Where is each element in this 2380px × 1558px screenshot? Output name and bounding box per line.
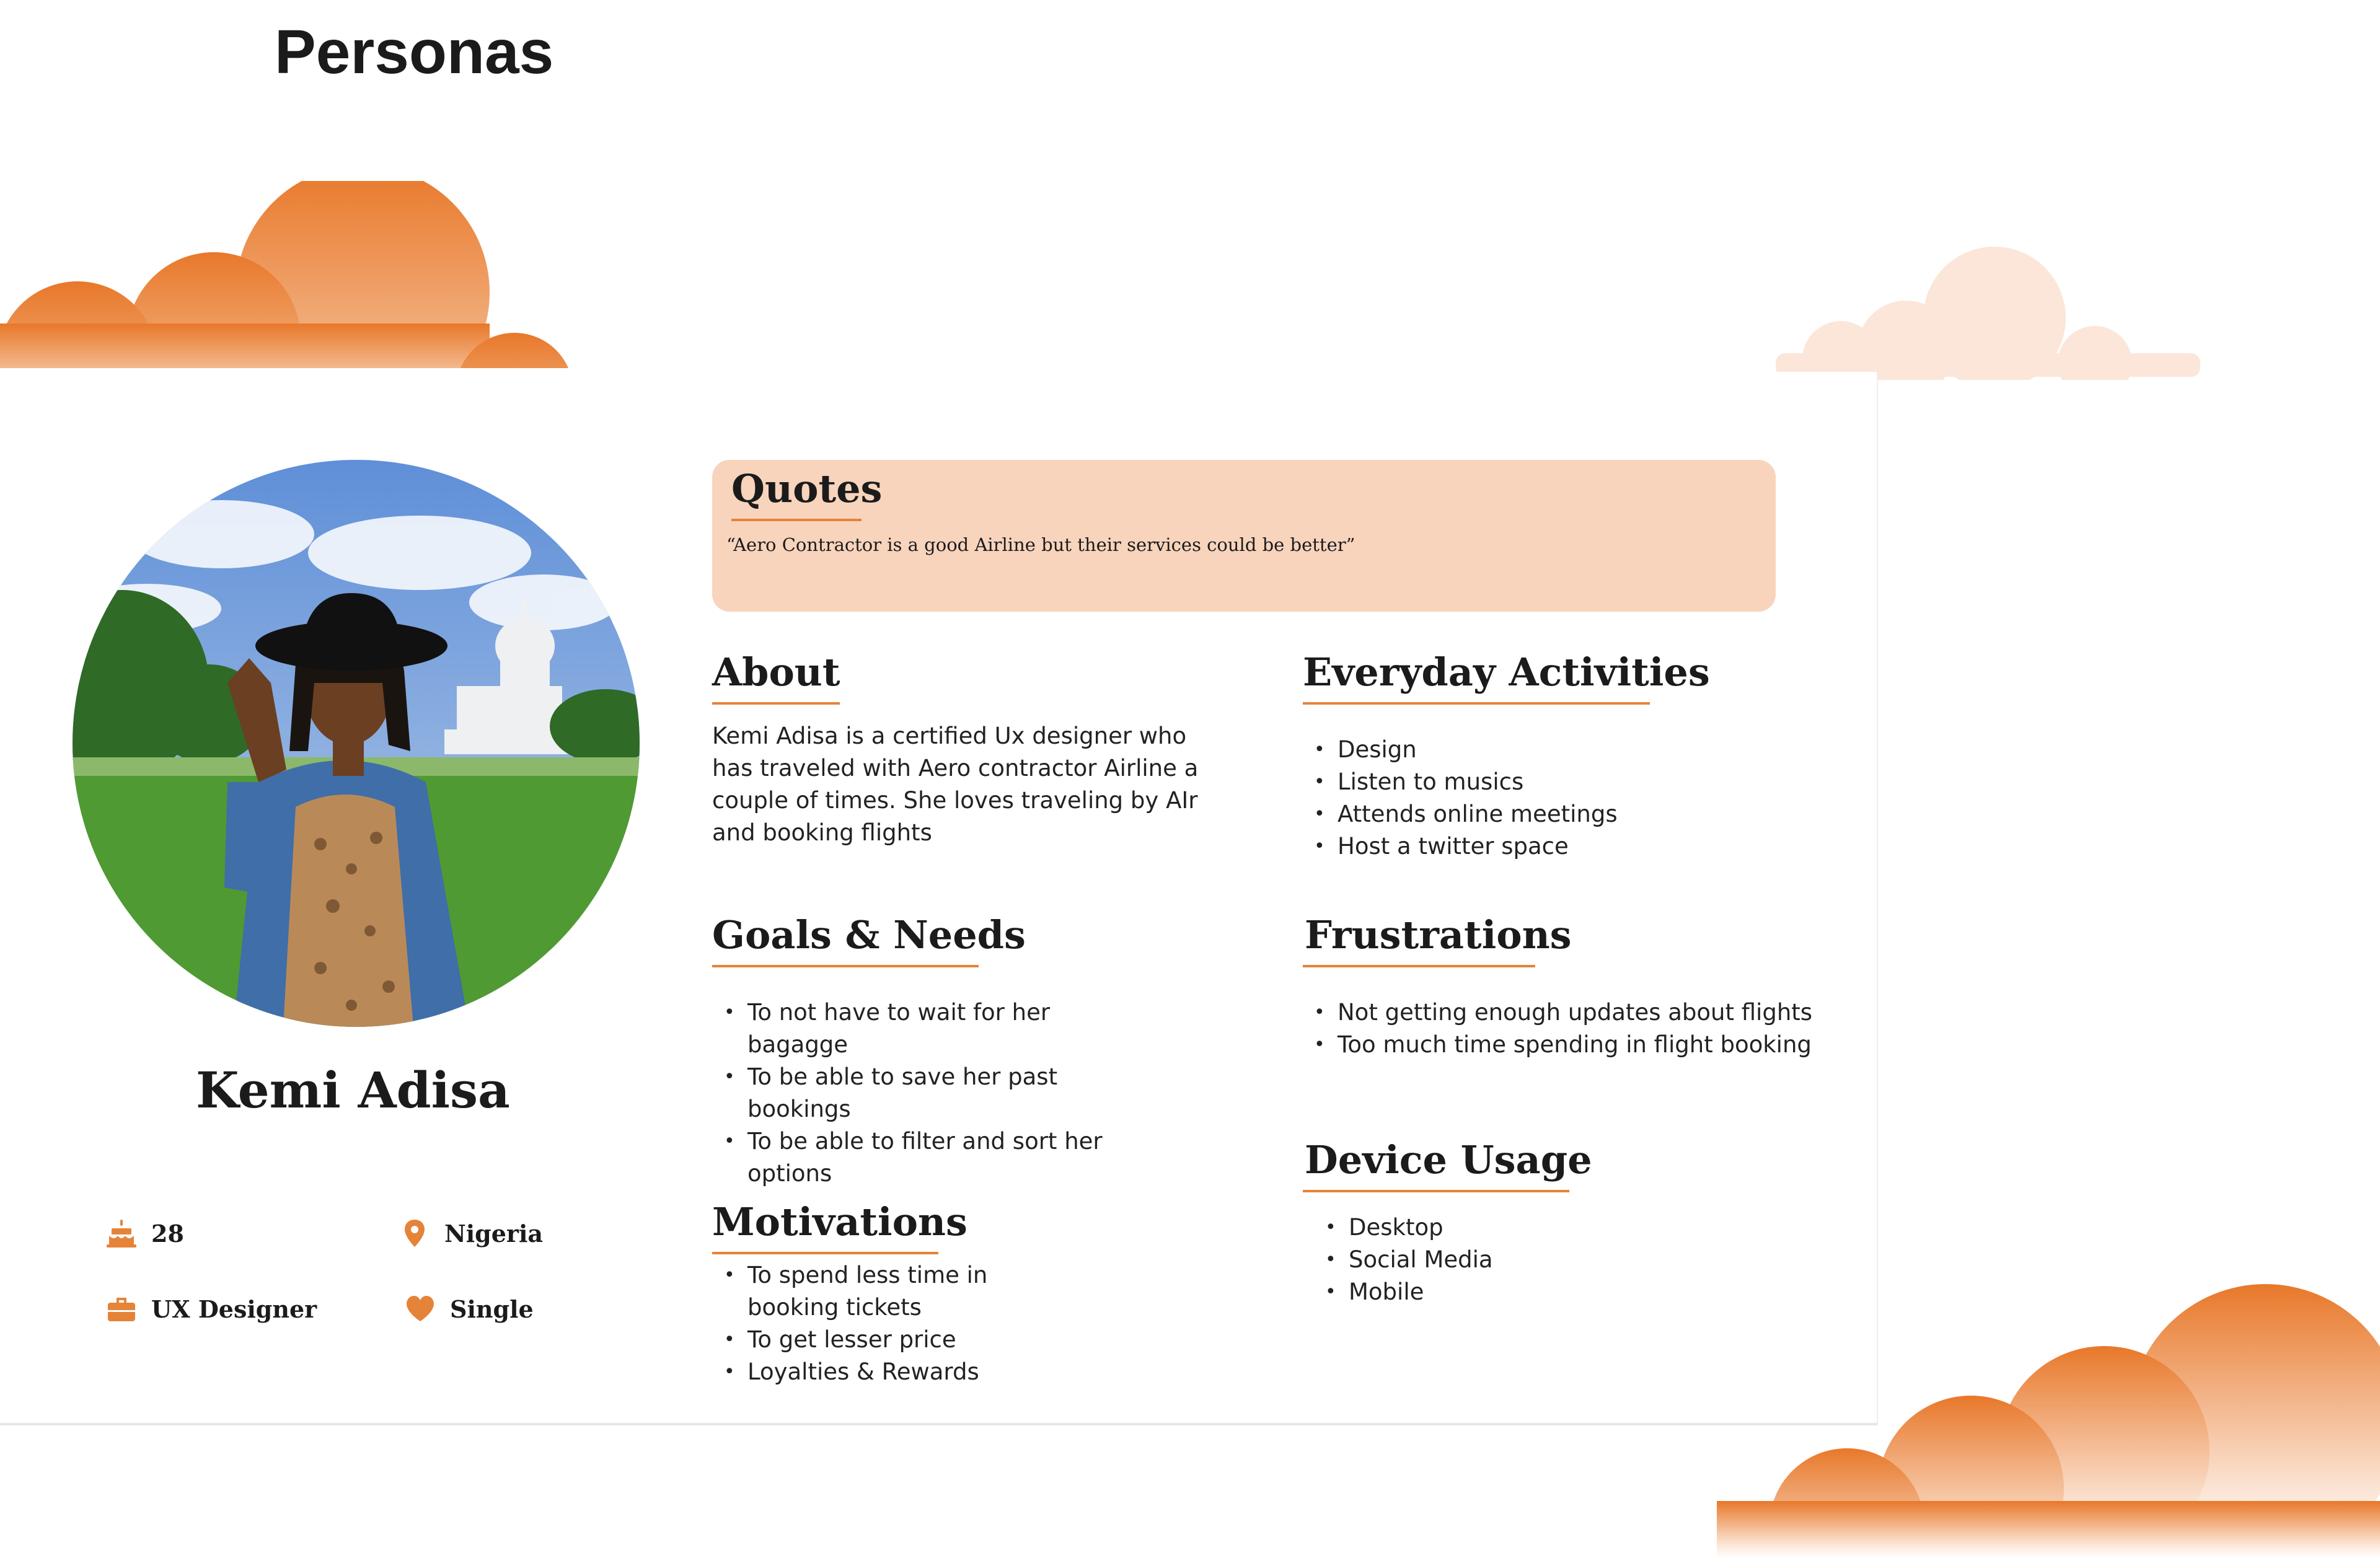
- persona-status-value: Single: [450, 1295, 534, 1323]
- persona-location: [399, 1217, 543, 1249]
- list-item: • To be able to filter and sort her options: [713, 1125, 1103, 1190]
- list-item: • Loyalties & Rewards: [713, 1356, 987, 1388]
- everyday-activities-title: Everyday Activities: [1303, 649, 1710, 695]
- motivations-underline: [712, 1252, 938, 1254]
- persona-age-value: 28: [151, 1219, 184, 1248]
- frustrations-underline: [1303, 965, 1535, 967]
- location-pin-icon: [399, 1217, 431, 1249]
- frustrations-title: Frustrations: [1305, 912, 1572, 957]
- list-item: • To not have to wait for her bagagge: [713, 997, 1103, 1061]
- list-item: • Social Media: [1314, 1244, 1493, 1276]
- goals-needs-title: Goals & Needs: [712, 912, 1026, 957]
- quote-text: “Aero Contractor is a good Airline but their services could be better”: [726, 534, 1355, 555]
- device-usage-list: [1314, 1212, 1493, 1308]
- list-item: • Too much time spending in flight booking: [1303, 1029, 1812, 1061]
- about-line: and booking flights: [712, 819, 932, 846]
- everyday-activities-list: [1303, 734, 1618, 863]
- motivations-title: Motivations: [712, 1199, 967, 1244]
- list-item: • Host a twitter space: [1303, 830, 1618, 863]
- quotes-title-underline: [731, 519, 862, 521]
- list-item: • To get lesser price: [713, 1324, 987, 1356]
- persona-occupation: [105, 1293, 317, 1325]
- about-title: About: [712, 649, 840, 695]
- frustrations-list: [1303, 997, 1812, 1061]
- cloud-decoration-top-right: [1773, 247, 2206, 380]
- list-item: • Attends online meetings: [1303, 798, 1618, 830]
- device-usage-title: Device Usage: [1305, 1137, 1592, 1182]
- persona-occupation-value: UX Designer: [151, 1295, 317, 1323]
- persona-photo: [73, 460, 640, 1027]
- device-usage-underline: [1303, 1190, 1569, 1192]
- cloud-decoration-top-left: [0, 181, 570, 374]
- list-item: • To be able to save her past bookings: [713, 1061, 1103, 1125]
- persona-name: Kemi Adisa: [196, 1061, 510, 1119]
- list-item: • Mobile: [1314, 1276, 1493, 1308]
- quotes-title: Quotes: [731, 466, 883, 511]
- briefcase-icon: [105, 1293, 138, 1325]
- persona-status: [404, 1293, 534, 1325]
- cake-icon: [105, 1217, 138, 1249]
- about-title-underline: [712, 702, 840, 705]
- list-item: • Not getting enough updates about flights: [1303, 997, 1812, 1029]
- list-item: • To spend less time in booking tickets: [713, 1259, 987, 1324]
- goals-needs-list: [713, 997, 1103, 1190]
- goals-needs-underline: [712, 965, 979, 967]
- persona-age: [105, 1217, 184, 1249]
- page-title: Personas: [275, 17, 554, 87]
- about-line: Kemi Adisa is a certified Ux designer who: [712, 723, 1187, 749]
- everyday-activities-underline: [1303, 702, 1650, 705]
- list-item: • Listen to musics: [1303, 766, 1618, 798]
- heart-icon: [404, 1293, 436, 1325]
- about-line: has traveled with Aero contractor Airline a: [712, 755, 1199, 781]
- motivations-list: [713, 1259, 987, 1388]
- list-item: • Desktop: [1314, 1212, 1493, 1244]
- about-text: [712, 720, 1198, 849]
- persona-location-value: Nigeria: [444, 1219, 543, 1248]
- list-item: • Design: [1303, 734, 1618, 766]
- about-line: couple of times. She loves traveling by AIr: [712, 787, 1198, 814]
